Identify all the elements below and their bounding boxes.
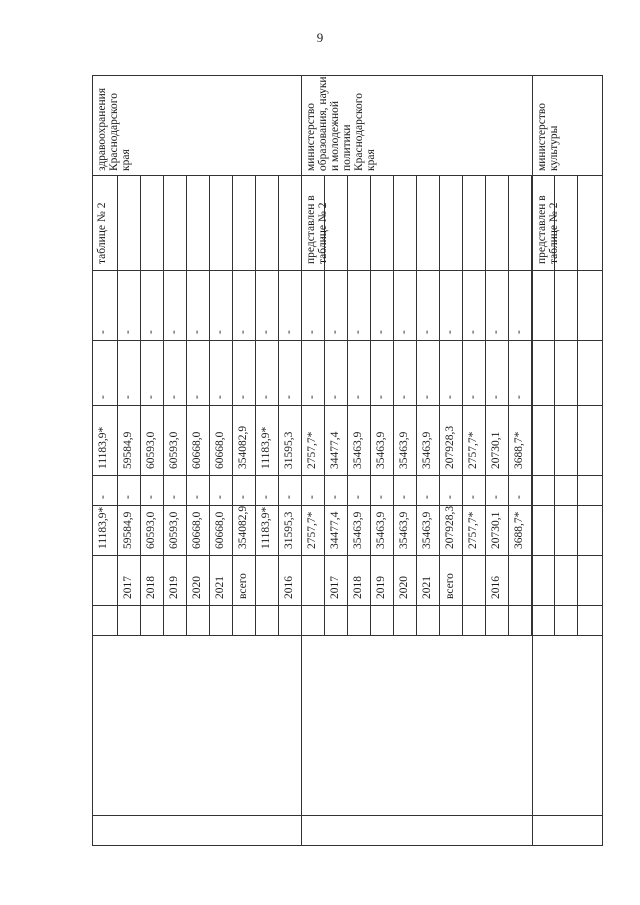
cell-dash: - [444,495,456,499]
cell-amount: 31595,3 [283,431,295,469]
cell-dash: - [237,330,249,334]
cell-amount: 60593,0 [168,431,180,469]
cell-dash: - [283,495,295,499]
cell-total: 2757,7* [306,511,318,549]
cell-dash: - [421,495,433,499]
cell-dash: - [97,495,109,499]
cell-dash: - [352,395,364,399]
cell-total: 59584,9 [122,511,134,549]
cell-amount: 59584,9 [122,431,134,469]
cell-dash: - [421,330,433,334]
cell-amount: 11183,9* [97,426,109,469]
cell-dash: - [168,330,180,334]
cell-dash: - [260,395,272,399]
cell-dash: - [467,395,479,399]
cell-amount: 35463,9 [398,431,410,469]
cell-dash: - [260,495,272,499]
executor-label: здравоохранения Краснодарского края [96,87,132,171]
cell-dash: - [421,395,433,399]
cell-dash: - [97,330,109,334]
cell-amount: 60668,0 [191,431,203,469]
executor-label: министерство образования, науки и молодежной политики Краснодарского края [305,76,377,171]
cell-year: 2020 [398,576,410,599]
cell-total: 35463,9 [352,511,364,549]
cell-amount: 354082,9 [237,425,249,469]
cell-dash: - [214,330,226,334]
cell-dash: - [398,495,410,499]
cell-total: 35463,9 [398,511,410,549]
column-divider [92,340,602,341]
cell-dash: - [352,495,364,499]
cell-year: 2018 [145,576,157,599]
table-border-right [602,75,603,846]
cell-dash: - [191,495,203,499]
column-divider [92,605,602,606]
cell-dash: - [145,330,157,334]
cell-dash: - [237,495,249,499]
cell-total: 2757,7* [467,511,479,549]
cell-dash: - [122,495,134,499]
cell-amount: 11183,9* [260,426,272,469]
cell-total: 60668,0 [214,511,226,549]
cell-amount: 35463,9 [375,431,387,469]
cell-amount: 20730,1 [490,431,502,469]
executor-label: министерство культуры [536,103,560,171]
cell-amount: 2757,7* [467,431,479,469]
cell-year: 2021 [421,576,433,599]
column-divider [92,555,602,556]
cell-dash: - [467,330,479,334]
cell-dash: - [513,395,525,399]
cell-dash: - [191,395,203,399]
cell-dash: - [214,395,226,399]
cell-dash: - [306,330,318,334]
cell-year: 2020 [191,576,203,599]
column-divider [92,405,602,406]
cell-amount: 35463,9 [421,431,433,469]
table-border-bottom [92,845,602,846]
cell-dash: - [352,330,364,334]
cell-dash: - [145,395,157,399]
cell-year: 2018 [352,576,364,599]
block-separator [301,75,302,845]
cell-year: 2021 [214,576,226,599]
block-separator [92,75,93,845]
column-divider [92,505,602,506]
cell-dash: - [513,330,525,334]
cell-total: 207928,3 [444,505,456,549]
cell-dash: - [283,395,295,399]
budget-table [92,75,602,845]
cell-year: 2017 [329,576,341,599]
cell-dash: - [122,395,134,399]
cell-year: 2016 [283,576,295,599]
cell-total: 11183,9* [260,506,272,549]
cell-dash: - [168,495,180,499]
cell-dash: - [122,330,134,334]
cell-total: 60593,0 [168,511,180,549]
cell-dash: - [490,330,502,334]
cell-amount: 34477,4 [329,431,341,469]
cell-dash: - [260,330,272,334]
cell-dash: - [490,495,502,499]
page-number: 9 [316,30,324,45]
cell-dash: - [490,395,502,399]
cell-amount: 2757,7* [306,431,318,469]
cell-total: 60593,0 [145,511,157,549]
column-divider [92,475,602,476]
cell-dash: - [191,330,203,334]
cell-year: 2019 [168,576,180,599]
cell-dash: - [398,395,410,399]
cell-amount: 60668,0 [214,431,226,469]
cell-year: 2016 [490,576,502,599]
cell-dash: - [145,495,157,499]
column-divider [92,635,602,636]
cell-dash: - [513,495,525,499]
cell-total: 35463,9 [421,511,433,549]
cell-total: 34477,4 [329,511,341,549]
cell-dash: - [444,395,456,399]
table-reference-note: представлен в таблице № 2 [305,195,329,264]
cell-dash: - [375,495,387,499]
cell-dash: - [329,330,341,334]
cell-amount: 60593,0 [145,431,157,469]
block-separator [532,75,533,845]
cell-year: всего [444,573,456,599]
cell-year: 2017 [122,576,134,599]
cell-amount: 207928,3 [444,425,456,469]
cell-year: всего [237,573,249,599]
cell-amount: 35463,9 [352,431,364,469]
cell-total: 354082,9 [237,505,249,549]
column-divider [92,815,602,816]
table-reference-note: таблице № 2 [96,202,108,264]
cell-dash: - [444,330,456,334]
cell-dash: - [329,395,341,399]
cell-total: 11183,9* [97,506,109,549]
cell-total: 3688,7* [513,511,525,549]
cell-total: 60668,0 [191,511,203,549]
cell-year: 2019 [375,576,387,599]
cell-total: 20730,1 [490,511,502,549]
cell-dash: - [283,330,295,334]
cell-amount: 3688,7* [513,431,525,469]
cell-dash: - [237,395,249,399]
cell-total: 31595,3 [283,511,295,549]
cell-dash: - [375,330,387,334]
cell-dash: - [375,395,387,399]
cell-dash: - [329,495,341,499]
cell-dash: - [168,395,180,399]
cell-dash: - [97,395,109,399]
column-divider [92,175,602,176]
column-divider [92,270,602,271]
table-reference-note: представлен в таблице № 2 [536,195,560,264]
cell-dash: - [214,495,226,499]
cell-dash: - [467,495,479,499]
cell-dash: - [306,395,318,399]
cell-dash: - [398,330,410,334]
cell-dash: - [306,495,318,499]
cell-total: 35463,9 [375,511,387,549]
